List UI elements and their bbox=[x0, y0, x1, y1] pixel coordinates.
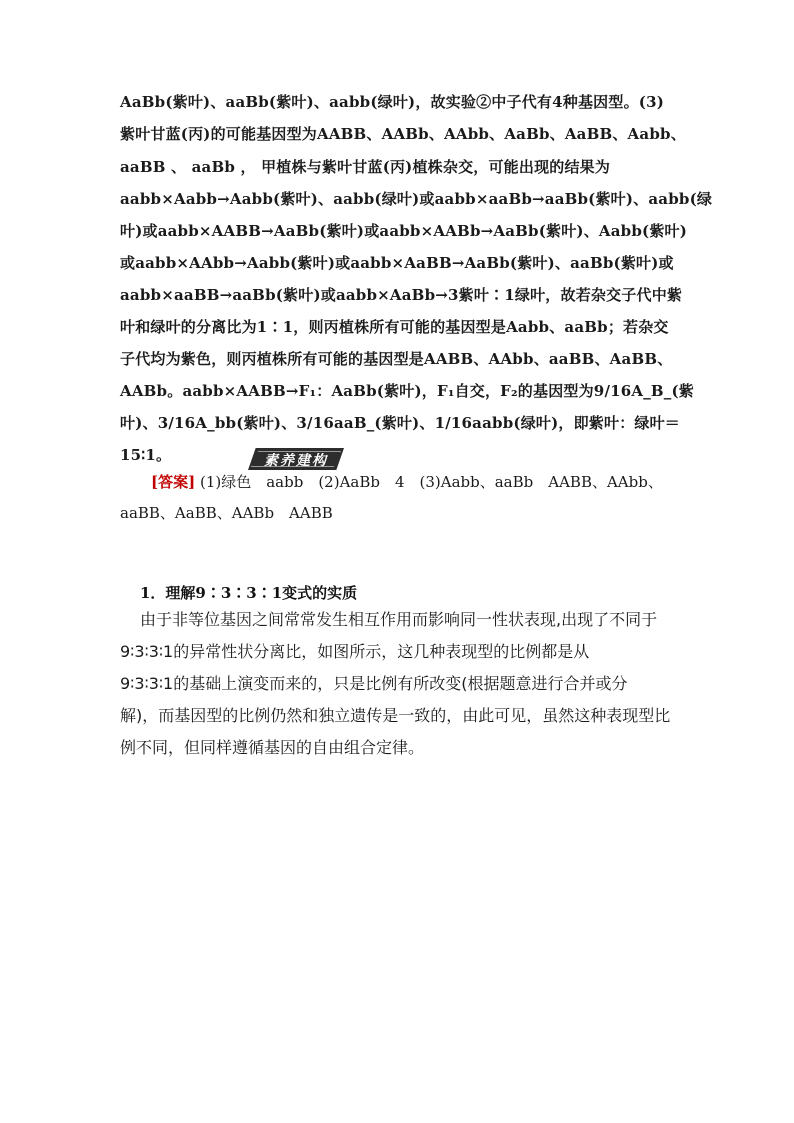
answer-row-continued bbox=[120, 503, 333, 523]
paragraph-line: 由于非等位基因之间常常发生相互作用而影响同一性状表现,出现了不同于 bbox=[140, 610, 658, 629]
answer-text: (1)绿色 aabb (2)AaBb 4 (3)Aabb、aaBb AABB、AAbb、 bbox=[199, 473, 663, 491]
explanation-line: aabb×aaBB→aaBb(紫叶)或aabb×AaBb→3紫叶∶1绿叶，故若杂交子代中紫 bbox=[120, 286, 683, 304]
paragraph-line: 例不同，但同样遵循基因的自由组合定律。 bbox=[120, 738, 425, 757]
section-heading: 1．理解9∶3∶3∶1变式的实质 bbox=[140, 584, 358, 602]
explanation-line: AABb。aabb×AABB→F₁：AaBb(紫叶)，F₁自交，F₂的基因型为9/16A_B_(紫 bbox=[120, 382, 695, 400]
explanation-line: aabb×Aabb→Aabb(紫叶)、aabb(绿叶)或aabb×aaBb→aaBb(紫叶)、aabb(绿 bbox=[120, 190, 713, 208]
answer-row bbox=[151, 472, 663, 492]
explanation-line: 叶)或aabb×AABB→AaBb(紫叶)或aabb×AABb→AaBb(紫叶)、Aabb(紫叶) bbox=[120, 222, 688, 240]
explanation-line: aaBB 、 aaBb ， 甲植株与紫叶甘蓝(丙)植株杂交，可能出现的结果为 bbox=[120, 158, 611, 176]
explanation-line: 叶和绿叶的分离比为1∶1，则丙植株所有可能的基因型是Aabb、aaBb；若杂交 bbox=[120, 318, 669, 336]
explanation-line: 叶)、3/16A_bb(紫叶)、3/16aaB_(紫叶)、1/16aabb(绿叶)，即紫叶：绿叶＝ bbox=[120, 414, 680, 432]
section-banner bbox=[248, 448, 344, 470]
answer-text: aaBB、AaBB、AABb AABB bbox=[120, 504, 333, 522]
explanation-line: AaBb(紫叶)、aaBb(紫叶)、aabb(绿叶)，故实验②中子代有4种基因型。(3) bbox=[120, 93, 664, 111]
paragraph-line: 解)，而基因型的比例仍然和独立遗传是一致的，由此可见，虽然这种表现型比 bbox=[120, 706, 671, 725]
paragraph-line: 9∶3∶3∶1的基础上演变而来的，只是比例有所改变(根据题意进行合并或分 bbox=[120, 674, 628, 693]
paragraph-line: 9∶3∶3∶1的异常性状分离比，如图所示，这几种表现型的比例都是从 bbox=[120, 642, 590, 661]
explanation-line: 子代均为紫色，则丙植株所有可能的基因型是AABB、AAbb、aaBB、AaBB、 bbox=[120, 350, 673, 368]
explanation-line: 或aabb×AAbb→Aabb(紫叶)或aabb×AaBB→AaBb(紫叶)、aaBb(紫叶)或 bbox=[120, 254, 674, 272]
explanation-line: 紫叶甘蓝(丙)的可能基因型为AABB、AABb、AAbb、AaBb、AaBB、Aabb、 bbox=[120, 125, 686, 143]
answer-tag: [答案] bbox=[151, 473, 196, 491]
explanation-line: 15∶1。 bbox=[120, 446, 172, 464]
banner-label: 素养建构 bbox=[264, 453, 328, 469]
